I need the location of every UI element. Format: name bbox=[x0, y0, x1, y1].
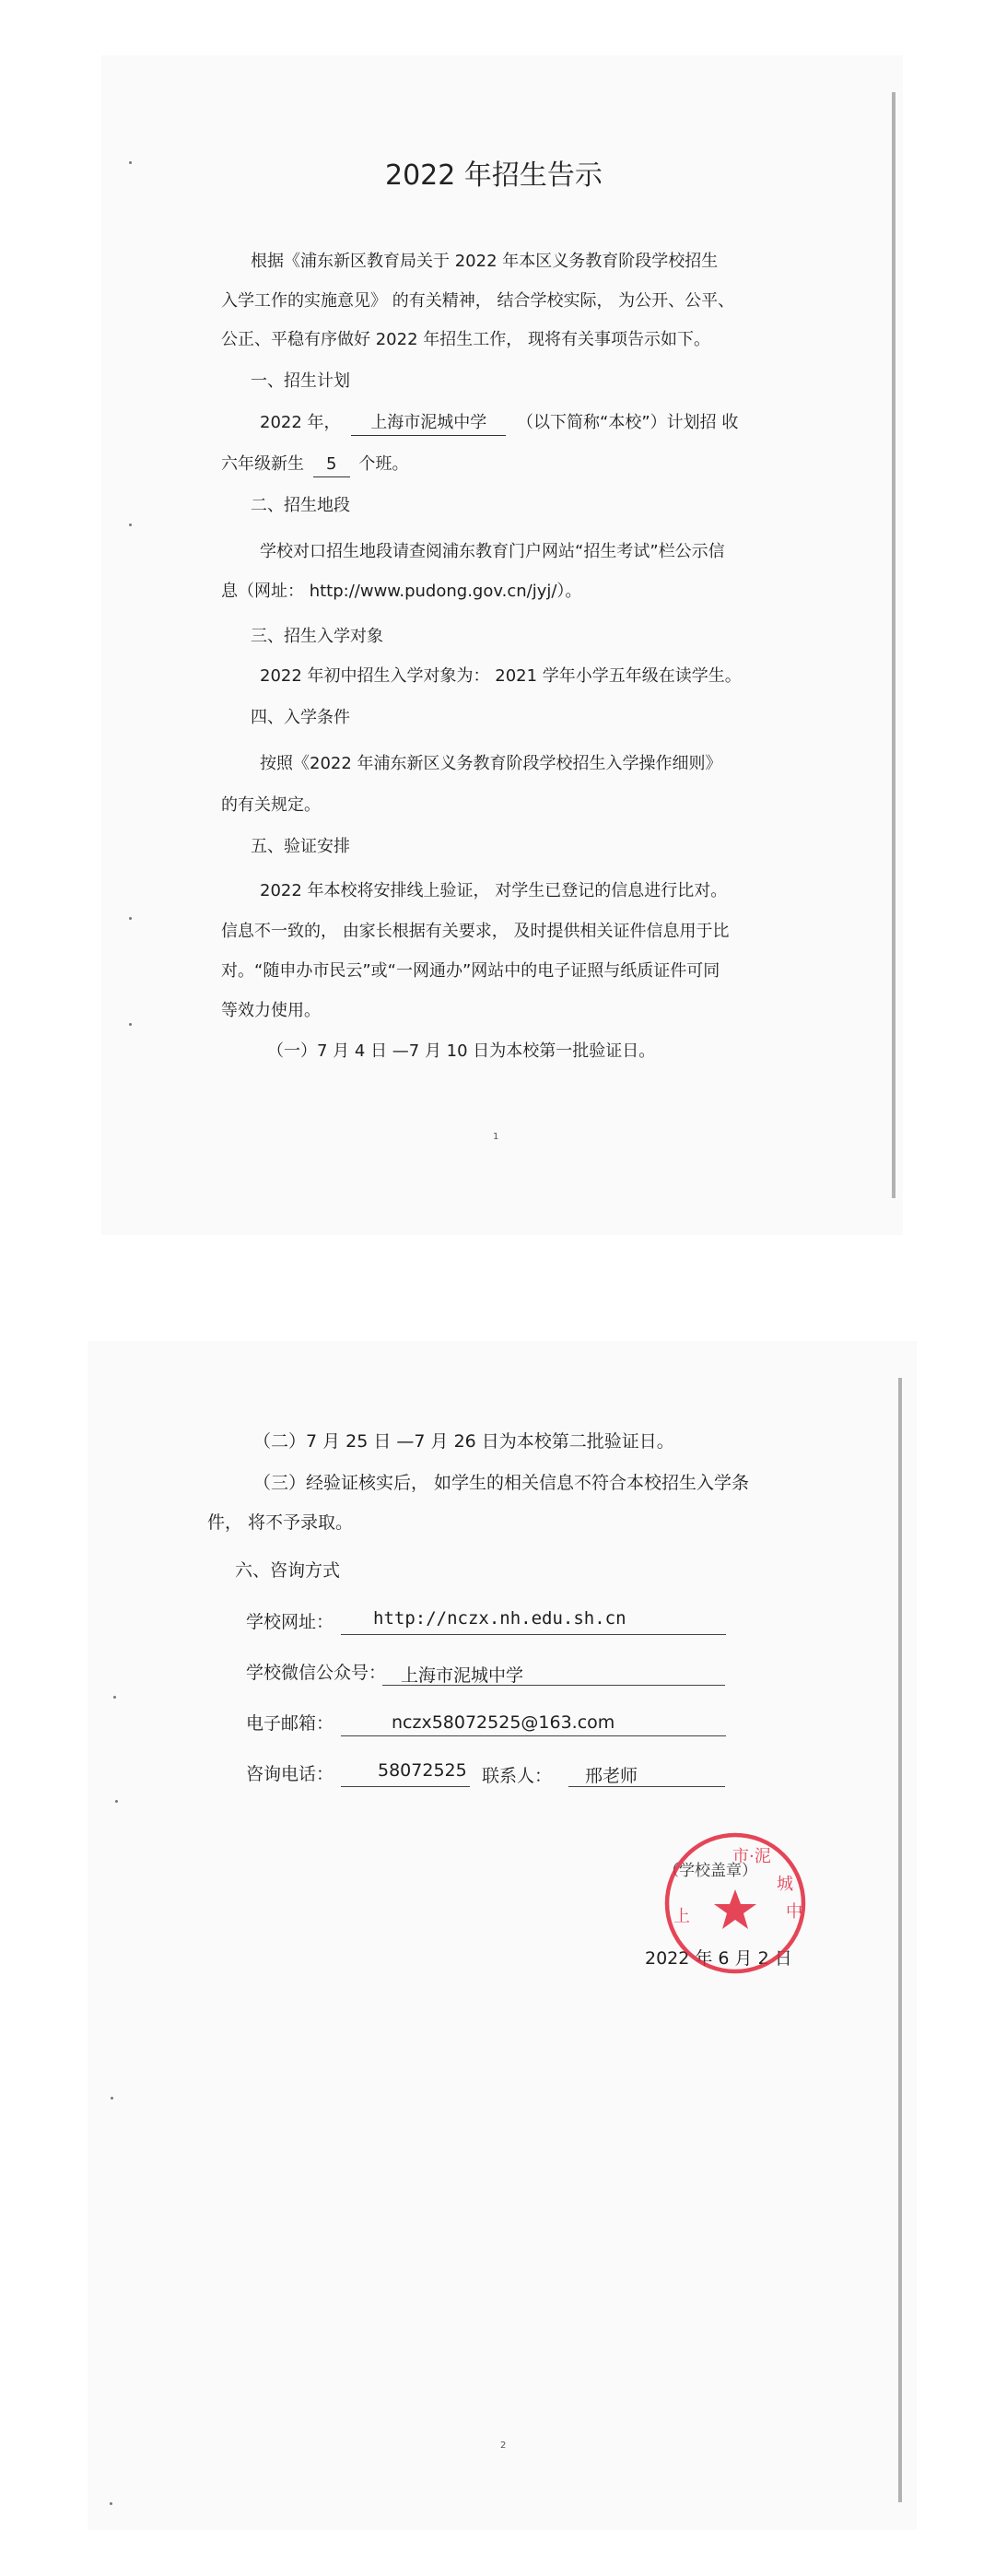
verify-line-2: 信息不一致的， 由家长根据有关要求， 及时提供相关证件信息用于比 bbox=[221, 922, 730, 941]
plan-line-1 bbox=[260, 406, 738, 441]
website-label: 学校网址： bbox=[246, 1612, 334, 1632]
scan-edge-shadow bbox=[898, 1378, 902, 2502]
document-page-2 bbox=[88, 1341, 917, 2530]
plan-grade-label: 六年级新生 bbox=[221, 454, 304, 474]
document-page-1 bbox=[101, 55, 903, 1235]
page-title: 2022 年招生告示 bbox=[385, 159, 603, 192]
seal-chars-3: 中 bbox=[786, 1902, 802, 1922]
section-heading-target: 三、招生入学对象 bbox=[251, 627, 383, 646]
batch-3-line-2: 件， 将不予录取。 bbox=[207, 1512, 354, 1533]
scan-speck bbox=[129, 1023, 132, 1026]
plan-class-count: 5 bbox=[313, 453, 350, 477]
website-value: http://nczx.nh.edu.sh.cn bbox=[373, 1608, 626, 1629]
contact-person-underline bbox=[568, 1786, 725, 1787]
section-heading-contact: 六、咨询方式 bbox=[235, 1560, 341, 1581]
seal-chars-2: 城 bbox=[777, 1875, 793, 1894]
phone-value: 58072525 bbox=[378, 1760, 467, 1781]
batch-3-line-1: （三）经验证核实后， 如学生的相关信息不符合本校招生入学条 bbox=[253, 1473, 750, 1493]
contact-person-label: 联系人： bbox=[482, 1766, 553, 1786]
scan-speck bbox=[129, 161, 132, 164]
verify-line-1: 2022 年本校将安排线上验证， 对学生已登记的信息进行比对。 bbox=[260, 881, 728, 900]
page-number: 1 bbox=[493, 1132, 499, 1142]
wechat-value: 上海市泥城中学 bbox=[401, 1665, 524, 1686]
section-heading-conditions: 四、入学条件 bbox=[251, 708, 350, 727]
seal-note: （学校盖章） bbox=[663, 1862, 757, 1880]
batch-2-line: （二）7 月 25 日 —7 月 26 日为本校第二批验证日。 bbox=[253, 1431, 674, 1452]
intro-line-2: 入学工作的实施意见》 的有关精神， 结合学校实际， 为公开、公平、 bbox=[221, 291, 735, 311]
section-heading-area: 二、招生地段 bbox=[251, 496, 350, 515]
phone-label: 咨询电话： bbox=[246, 1764, 334, 1784]
scan-speck bbox=[111, 2097, 113, 2100]
contact-person-value: 邢老师 bbox=[585, 1766, 638, 1786]
plan-line-1-tail: （以下简称“本校”）计划招 收 bbox=[517, 413, 739, 432]
plan-school-name: 上海市泥城中学 bbox=[351, 411, 506, 436]
website-underline bbox=[341, 1634, 726, 1635]
section-heading-verify: 五、验证安排 bbox=[251, 837, 350, 856]
scan-speck bbox=[113, 1696, 116, 1699]
scan-speck bbox=[115, 1800, 118, 1803]
star-icon bbox=[714, 1889, 756, 1929]
area-line-1: 学校对口招生地段请查阅浦东教育门户网站“招生考试”栏公示信 bbox=[260, 542, 725, 561]
school-seal-stamp bbox=[657, 1825, 814, 1982]
scan-edge-shadow bbox=[892, 92, 896, 1198]
conditions-line-2: 的有关规定。 bbox=[221, 795, 321, 815]
verify-line-3: 对。“随申办市民云”或“一网通办”网站中的电子证照与纸质证件可同 bbox=[221, 961, 720, 981]
intro-line-1: 根据《浦东新区教育局关于 2022 年本区义务教育阶段学校招生 bbox=[251, 252, 719, 271]
batch-1-line: （一）7 月 4 日 —7 月 10 日为本校第一批验证日。 bbox=[267, 1041, 656, 1061]
section-heading-plan: 一、招生计划 bbox=[251, 371, 350, 391]
scan-speck bbox=[129, 917, 132, 920]
email-underline bbox=[341, 1735, 726, 1736]
plan-line-2 bbox=[221, 447, 408, 482]
target-line: 2022 年初中招生入学对象为： 2021 学年小学五年级在读学生。 bbox=[260, 666, 742, 686]
phone-underline bbox=[341, 1786, 470, 1787]
email-label: 电子邮箱： bbox=[246, 1713, 334, 1734]
wechat-underline bbox=[382, 1685, 725, 1686]
wechat-label: 学校微信公众号： bbox=[246, 1663, 387, 1683]
scan-speck bbox=[110, 2502, 112, 2505]
page-number-2: 2 bbox=[500, 2441, 507, 2451]
email-value: nczx58072525@163.com bbox=[392, 1712, 615, 1733]
conditions-line-1: 按照《2022 年浦东新区义务教育阶段学校招生入学操作细则》 bbox=[260, 754, 722, 773]
plan-line-2-tail: 个班。 bbox=[358, 454, 409, 474]
scan-speck bbox=[129, 523, 132, 526]
intro-line-3: 公正、平稳有序做好 2022 年招生工作， 现将有关事项告示如下。 bbox=[221, 330, 710, 349]
seal-chars-4: 上 bbox=[673, 1907, 690, 1926]
issue-date: 2022 年 6 月 2 日 bbox=[645, 1948, 792, 1969]
area-line-2: 息（网址： http://www.pudong.gov.cn/jyj/）。 bbox=[221, 582, 582, 601]
seal-chars-1: 市·泥 bbox=[732, 1847, 771, 1866]
verify-line-4: 等效力使用。 bbox=[221, 1001, 321, 1020]
plan-year-label: 2022 年， bbox=[260, 413, 341, 432]
